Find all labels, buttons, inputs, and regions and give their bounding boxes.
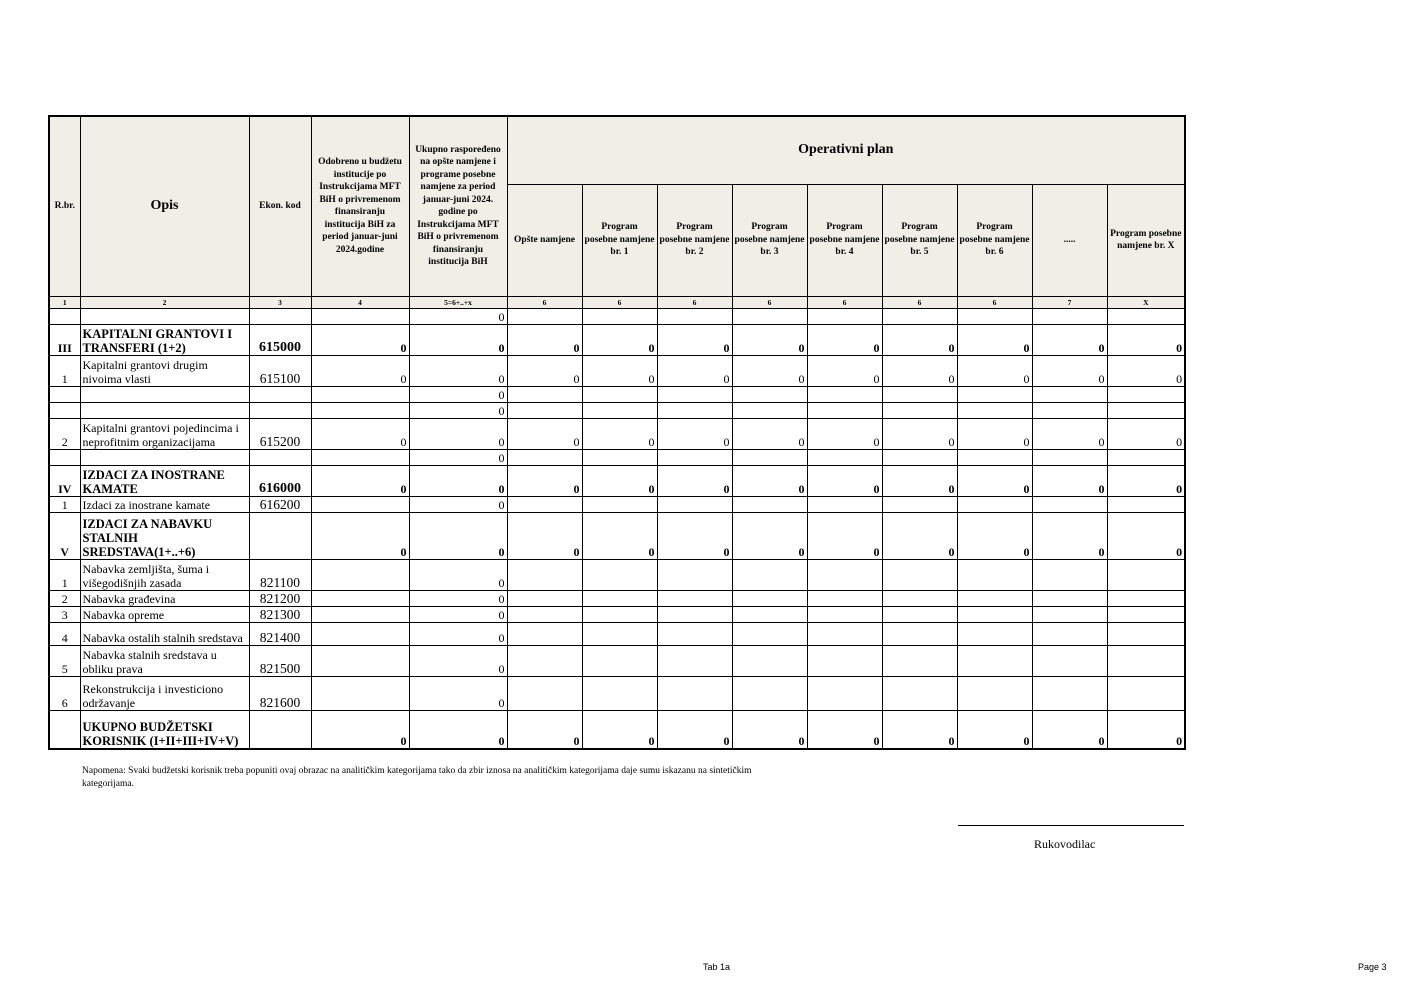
table-row: [49, 710, 1185, 749]
row-value: [1032, 308, 1107, 324]
row-value: [807, 402, 882, 418]
index-row: [49, 296, 1185, 308]
row-value: [507, 676, 582, 710]
row-value: [1032, 386, 1107, 402]
index-cell: 5=6+..+x: [409, 296, 507, 308]
row-value: 0: [732, 710, 807, 749]
row-value: [732, 449, 807, 465]
row-value: [507, 402, 582, 418]
row-value: 0: [732, 465, 807, 496]
row-value: [1032, 402, 1107, 418]
row-value: [1032, 559, 1107, 590]
row-description: Nabavka građevina: [80, 590, 249, 606]
row-value: 0: [657, 324, 732, 355]
row-value: [582, 308, 657, 324]
row-value: [582, 645, 657, 676]
row-value: [807, 590, 882, 606]
row-value: [957, 449, 1032, 465]
row-value: [957, 402, 1032, 418]
row-value: [582, 386, 657, 402]
row-value: 0: [1032, 512, 1107, 559]
row-value: [732, 559, 807, 590]
col-program-2: Program posebne namjene br. 2: [657, 184, 732, 296]
row-value: 0: [507, 418, 582, 449]
row-value: 0: [311, 355, 409, 386]
row-value: [732, 676, 807, 710]
row-value: [657, 676, 732, 710]
row-value: 0: [507, 710, 582, 749]
row-ekon-kod: 821500: [249, 645, 311, 676]
row-ekon-kod: 616000: [249, 465, 311, 496]
row-ekon-kod: [249, 449, 311, 465]
index-cell: 6: [807, 296, 882, 308]
table-row: [49, 590, 1185, 606]
row-description: Kapitalni grantovi drugim nivoima vlasti: [80, 355, 249, 386]
row-value: [657, 622, 732, 645]
row-description: Nabavka stalnih sredstava u obliku prava: [80, 645, 249, 676]
row-value: [582, 676, 657, 710]
row-value: 0: [582, 355, 657, 386]
row-value: [1107, 559, 1185, 590]
row-value: 0: [409, 465, 507, 496]
col-ellipsis: .....: [1032, 184, 1107, 296]
row-value: [507, 590, 582, 606]
row-number: 1: [49, 559, 80, 590]
table-row: [49, 496, 1185, 512]
index-cell: 3: [249, 296, 311, 308]
col-odobreno: Odobreno u budžetu institucije po Instrukcijama MFT BiH o privremenom finansiranju institucija BiH za period januar-juni 2024.godine: [311, 116, 409, 296]
row-value: [1032, 622, 1107, 645]
row-value: [582, 449, 657, 465]
row-number: III: [49, 324, 80, 355]
row-value: [657, 606, 732, 622]
row-description: IZDACI ZA INOSTRANE KAMATE: [80, 465, 249, 496]
row-value: [957, 676, 1032, 710]
row-ekon-kod: [249, 386, 311, 402]
row-value: [807, 496, 882, 512]
row-value: 0: [311, 710, 409, 749]
row-value: [1107, 622, 1185, 645]
row-value: 0: [657, 512, 732, 559]
row-value: [957, 622, 1032, 645]
row-value: 0: [807, 512, 882, 559]
row-ekon-kod: 615200: [249, 418, 311, 449]
row-value: [882, 676, 957, 710]
row-value: 0: [409, 645, 507, 676]
row-value: 0: [1107, 355, 1185, 386]
row-value: 0: [409, 418, 507, 449]
row-number: [49, 386, 80, 402]
row-value: [807, 676, 882, 710]
table-row: [49, 512, 1185, 559]
row-value: 0: [582, 465, 657, 496]
row-ekon-kod: 821600: [249, 676, 311, 710]
col-program-5: Program posebne namjene br. 5: [882, 184, 957, 296]
row-value: [882, 645, 957, 676]
row-value: 0: [1032, 355, 1107, 386]
row-value: 0: [409, 676, 507, 710]
row-value: [732, 496, 807, 512]
row-value: 0: [732, 355, 807, 386]
table-row: [49, 386, 1185, 402]
index-cell: X: [1107, 296, 1185, 308]
row-number: [49, 402, 80, 418]
row-value: [1107, 645, 1185, 676]
row-value: [582, 402, 657, 418]
row-value: [882, 590, 957, 606]
row-value: [807, 386, 882, 402]
row-value: [1107, 386, 1185, 402]
row-value: [807, 606, 882, 622]
row-value: 0: [957, 355, 1032, 386]
row-value: 0: [882, 355, 957, 386]
row-ekon-kod: 821300: [249, 606, 311, 622]
index-cell: 6: [957, 296, 1032, 308]
row-value: [882, 622, 957, 645]
row-value: [882, 606, 957, 622]
row-value: [311, 308, 409, 324]
row-value: [882, 496, 957, 512]
row-value: 0: [1107, 465, 1185, 496]
row-value: 0: [409, 606, 507, 622]
row-value: 0: [582, 324, 657, 355]
row-ekon-kod: 615000: [249, 324, 311, 355]
row-value: [582, 559, 657, 590]
row-value: [1032, 449, 1107, 465]
row-number: [49, 710, 80, 749]
row-description: Rekonstrukcija i investiciono održavanje: [80, 676, 249, 710]
table-row: [49, 418, 1185, 449]
row-value: [732, 402, 807, 418]
row-value: [311, 622, 409, 645]
row-value: [311, 386, 409, 402]
row-value: 0: [957, 465, 1032, 496]
row-value: 0: [1107, 324, 1185, 355]
row-number: 2: [49, 418, 80, 449]
row-value: [882, 386, 957, 402]
row-value: [882, 402, 957, 418]
index-cell: 6: [732, 296, 807, 308]
row-value: 0: [1107, 710, 1185, 749]
row-value: 0: [807, 355, 882, 386]
row-value: [507, 559, 582, 590]
row-value: [657, 496, 732, 512]
row-value: [1107, 676, 1185, 710]
row-value: 0: [882, 465, 957, 496]
table-row: [49, 645, 1185, 676]
row-value: 0: [1032, 465, 1107, 496]
row-value: 0: [1032, 324, 1107, 355]
row-description: UKUPNO BUDŽETSKI KORISNIK (I+II+III+IV+V): [80, 710, 249, 749]
row-value: [807, 449, 882, 465]
row-description: [80, 402, 249, 418]
row-ekon-kod: 821100: [249, 559, 311, 590]
row-value: 0: [311, 465, 409, 496]
col-ukupno: Ukupno raspoređeno na opšte namjene i programe posebne namjene za period januar-juni 2024. godine po Instrukcijama MFT BiH o privremenom finansiranju institucija BiH: [409, 116, 507, 296]
row-value: 0: [507, 512, 582, 559]
row-value: [582, 496, 657, 512]
row-value: [507, 496, 582, 512]
row-value: 0: [507, 355, 582, 386]
row-value: 0: [657, 710, 732, 749]
row-value: [957, 496, 1032, 512]
row-value: [732, 308, 807, 324]
row-value: 0: [957, 324, 1032, 355]
row-value: [507, 606, 582, 622]
row-value: [507, 622, 582, 645]
row-number: IV: [49, 465, 80, 496]
row-value: [1032, 645, 1107, 676]
row-value: 0: [409, 496, 507, 512]
row-value: [507, 645, 582, 676]
row-value: [657, 590, 732, 606]
row-value: [1107, 449, 1185, 465]
row-value: 0: [409, 324, 507, 355]
row-value: [1107, 590, 1185, 606]
row-value: 0: [1107, 418, 1185, 449]
row-ekon-kod: [249, 710, 311, 749]
row-value: 0: [882, 512, 957, 559]
row-ekon-kod: 616200: [249, 496, 311, 512]
row-value: [311, 402, 409, 418]
row-value: 0: [657, 465, 732, 496]
row-value: [807, 645, 882, 676]
row-value: [582, 590, 657, 606]
row-value: [1107, 402, 1185, 418]
row-value: [311, 559, 409, 590]
row-number: 5: [49, 645, 80, 676]
table-row: [49, 308, 1185, 324]
index-cell: 4: [311, 296, 409, 308]
col-program-x: Program posebne namjene br. X: [1107, 184, 1185, 296]
index-cell: 2: [80, 296, 249, 308]
row-value: 0: [732, 512, 807, 559]
row-value: 0: [507, 324, 582, 355]
col-ekon-kod: Ekon. kod: [249, 116, 311, 296]
row-value: 0: [409, 355, 507, 386]
row-value: [311, 606, 409, 622]
index-cell: 1: [49, 296, 80, 308]
index-cell: 6: [657, 296, 732, 308]
index-cell: 7: [1032, 296, 1107, 308]
row-value: [657, 308, 732, 324]
row-number: 2: [49, 590, 80, 606]
row-number: 4: [49, 622, 80, 645]
row-value: 0: [409, 512, 507, 559]
row-value: [1032, 676, 1107, 710]
col-program-4: Program posebne namjene br. 4: [807, 184, 882, 296]
row-description: Nabavka zemljišta, šuma i višegodišnjih zasada: [80, 559, 249, 590]
row-value: 0: [957, 710, 1032, 749]
col-opste-namjene: Opšte namjene: [507, 184, 582, 296]
row-value: [957, 606, 1032, 622]
row-value: 0: [582, 512, 657, 559]
row-value: [732, 645, 807, 676]
row-value: 0: [957, 418, 1032, 449]
operativni-plan-header: Operativni plan: [507, 116, 1185, 184]
row-value: 0: [957, 512, 1032, 559]
row-value: 0: [657, 355, 732, 386]
row-value: [957, 308, 1032, 324]
row-value: [1107, 606, 1185, 622]
row-value: 0: [807, 418, 882, 449]
row-description: Kapitalni grantovi pojedincima i neprofitnim organizacijama: [80, 418, 249, 449]
row-ekon-kod: [249, 402, 311, 418]
row-number: 1: [49, 496, 80, 512]
note-text: Napomena: Svaki budžetski korisnik treba popuniti ovaj obrazac na analitičkim kategorijama tako da zbir iznosa na analitičkim kategorijama daje sumu iskazanu na sintetičkim kategorijama.: [82, 766, 752, 789]
row-description: [80, 449, 249, 465]
row-description: IZDACI ZA NABAVKU STALNIH SREDSTAVA(1+..+6): [80, 512, 249, 559]
row-value: 0: [311, 512, 409, 559]
row-value: [311, 496, 409, 512]
row-value: 0: [882, 324, 957, 355]
row-value: 0: [409, 622, 507, 645]
row-value: [507, 449, 582, 465]
row-value: [957, 386, 1032, 402]
row-value: 0: [882, 710, 957, 749]
table-row: [49, 355, 1185, 386]
row-value: [1032, 590, 1107, 606]
row-value: [807, 559, 882, 590]
footer-page: Page 3: [1358, 962, 1387, 972]
row-value: 0: [409, 559, 507, 590]
row-value: 0: [507, 465, 582, 496]
row-value: 0: [1032, 418, 1107, 449]
table-row: [49, 402, 1185, 418]
row-value: [732, 590, 807, 606]
row-value: 0: [807, 324, 882, 355]
row-value: [311, 590, 409, 606]
index-cell: 6: [582, 296, 657, 308]
row-value: [882, 308, 957, 324]
row-value: 0: [582, 710, 657, 749]
row-ekon-kod: [249, 512, 311, 559]
row-value: [657, 449, 732, 465]
row-ekon-kod: 615100: [249, 355, 311, 386]
row-value: [1032, 606, 1107, 622]
row-value: 0: [409, 308, 507, 324]
row-value: [311, 645, 409, 676]
row-value: 0: [409, 590, 507, 606]
row-value: [657, 559, 732, 590]
row-value: [657, 645, 732, 676]
table-row: [49, 559, 1185, 590]
row-value: 0: [409, 402, 507, 418]
col-program-3: Program posebne namjene br. 3: [732, 184, 807, 296]
table-row: [49, 676, 1185, 710]
row-value: [957, 559, 1032, 590]
row-value: [807, 622, 882, 645]
row-value: [732, 606, 807, 622]
col-program-6: Program posebne namjene br. 6: [957, 184, 1032, 296]
row-value: 0: [311, 324, 409, 355]
row-value: 0: [1032, 710, 1107, 749]
row-number: [49, 449, 80, 465]
row-number: 3: [49, 606, 80, 622]
row-value: [882, 559, 957, 590]
row-value: [807, 308, 882, 324]
row-value: 0: [657, 418, 732, 449]
row-value: 0: [807, 710, 882, 749]
row-value: 0: [732, 418, 807, 449]
row-value: 0: [409, 449, 507, 465]
footer-tab: Tab 1a: [703, 962, 731, 972]
row-value: 0: [807, 465, 882, 496]
index-cell: 6: [507, 296, 582, 308]
col-program-1: Program posebne namjene br. 1: [582, 184, 657, 296]
row-number: 1: [49, 355, 80, 386]
row-value: [732, 622, 807, 645]
row-value: [1107, 496, 1185, 512]
row-value: 0: [409, 386, 507, 402]
row-value: [732, 386, 807, 402]
row-value: [657, 402, 732, 418]
index-cell: 6: [882, 296, 957, 308]
row-value: [507, 386, 582, 402]
signature-line: [958, 825, 1184, 826]
row-value: 0: [409, 710, 507, 749]
row-description: [80, 386, 249, 402]
col-rbr: R.br.: [49, 116, 80, 296]
row-value: 0: [311, 418, 409, 449]
row-value: 0: [582, 418, 657, 449]
row-number: [49, 308, 80, 324]
table-row: [49, 449, 1185, 465]
row-value: [957, 590, 1032, 606]
row-description: Izdaci za inostrane kamate: [80, 496, 249, 512]
row-value: [582, 606, 657, 622]
row-value: [311, 449, 409, 465]
row-value: [1032, 496, 1107, 512]
row-value: [957, 645, 1032, 676]
operativni-plan-table: [48, 115, 1186, 750]
row-ekon-kod: 821200: [249, 590, 311, 606]
row-value: 0: [1107, 512, 1185, 559]
table-row: [49, 324, 1185, 355]
row-value: [1107, 308, 1185, 324]
table-row: [49, 606, 1185, 622]
row-value: 0: [732, 324, 807, 355]
row-value: [882, 449, 957, 465]
row-description: [80, 308, 249, 324]
row-ekon-kod: [249, 308, 311, 324]
signature-label: Rukovodilac: [1034, 837, 1096, 851]
row-description: Nabavka ostalih stalnih sredstava: [80, 622, 249, 645]
row-value: [657, 386, 732, 402]
row-value: [311, 676, 409, 710]
row-value: 0: [882, 418, 957, 449]
row-value: [507, 308, 582, 324]
col-opis: Opis: [80, 116, 249, 296]
row-value: [582, 622, 657, 645]
table-row: [49, 622, 1185, 645]
row-description: Nabavka opreme: [80, 606, 249, 622]
row-number: 6: [49, 676, 80, 710]
table-row: [49, 465, 1185, 496]
row-number: V: [49, 512, 80, 559]
row-ekon-kod: 821400: [249, 622, 311, 645]
row-description: KAPITALNI GRANTOVI I TRANSFERI (1+2): [80, 324, 249, 355]
